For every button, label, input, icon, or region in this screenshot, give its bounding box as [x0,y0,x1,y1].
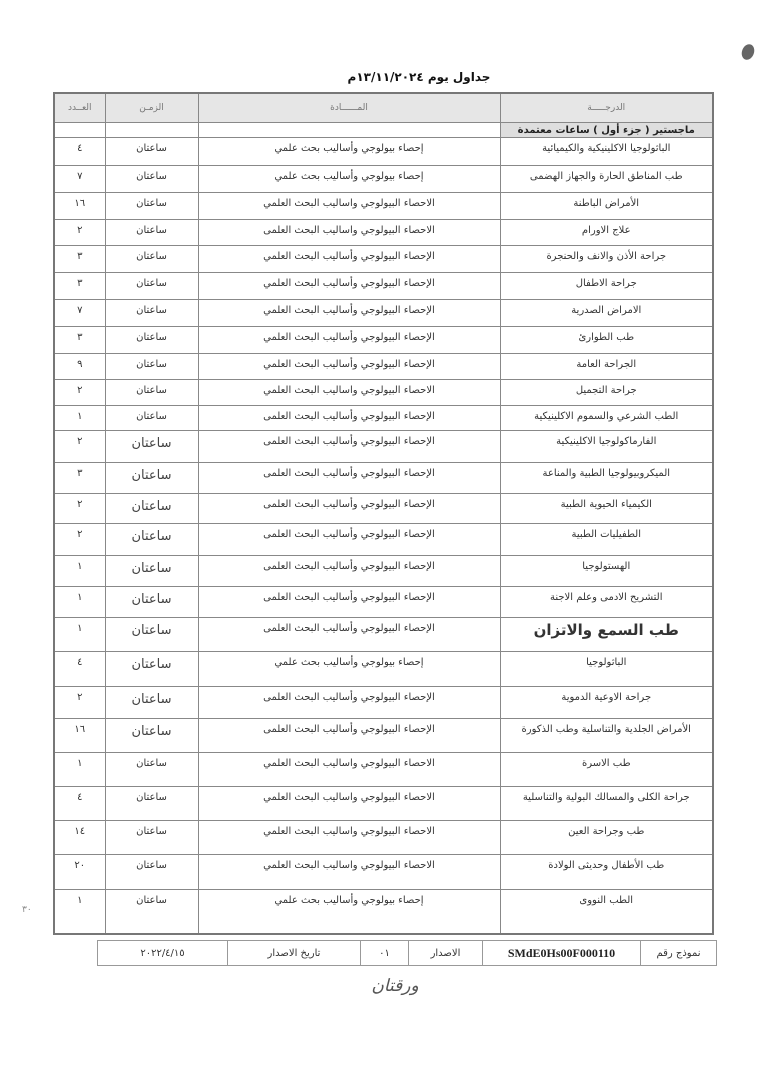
handwritten-note: ورقتان [371,976,419,996]
section-label: ماجستير ( جزء أول ) ساعات معتمدة [500,123,713,138]
count-cell: ١ [54,587,105,618]
degree-cell: جراحة الاوعية الدموية [500,687,713,719]
degree-cell: طب الاسرة [500,753,713,787]
degree-cell: طب السمع والاتزان [500,618,713,652]
degree-cell: جراحة الأذن والانف والحنجرة [500,246,713,273]
time-cell: ساعتان [105,494,198,524]
issue-date-label: تاريخ الاصدار [228,941,361,966]
form-number-value: SMdE0Hs00F000110 [483,941,641,966]
time-cell: ساعتان [105,354,198,380]
count-cell: ٢ [54,687,105,719]
count-cell: ٣ [54,246,105,273]
degree-cell: الباثولوجيا [500,652,713,687]
degree-cell: الميكروبيولوجيا الطبية والمناعة [500,463,713,494]
margin-handwritten-number: ٣٠ [22,905,32,915]
time-cell: ساعتان [105,273,198,300]
table-row [54,618,713,652]
count-cell: ١ [54,556,105,587]
count-cell: ٤ [54,787,105,821]
header-subject: المــــــادة [198,93,500,123]
degree-cell: طب الطوارئ [500,327,713,354]
subject-cell: الاحصاء البيولوجي واساليب البحث العلمي [198,193,500,220]
subject-cell: الإحصاء البيولوجي وأساليب البحث العلمي [198,300,500,327]
degree-cell: الأمراض الجلدية والتناسلية وطب الذكورة [500,719,713,753]
subject-cell: الإحصاء البيولوجي وأساليب البحث العلمي [198,354,500,380]
subject-cell: الاحصاء البيولوجي واساليب البحث العلمي [198,821,500,855]
degree-cell: الطب النووى [500,890,713,934]
time-cell: ساعتان [105,652,198,687]
table-row [54,354,713,380]
subject-cell: الإحصاء البيولوجي وأساليب البحث العلمى [198,431,500,463]
time-cell: ساعتان [105,380,198,406]
time-cell: ساعتان [105,719,198,753]
count-cell: ٩ [54,354,105,380]
form-info-table [97,940,717,966]
degree-cell: الأمراض الباطنة [500,193,713,220]
count-cell: ٢ [54,431,105,463]
empty-cell [198,123,500,138]
degree-cell: الامراض الصدرية [500,300,713,327]
time-cell: ساعتان [105,687,198,719]
time-cell: ساعتان [105,327,198,354]
subject-cell: إحصاء بيولوجي وأساليب بحث علمي [198,166,500,193]
time-cell: ساعتان [105,246,198,273]
count-cell: ١ [54,890,105,934]
header-count: العــدد [54,93,105,123]
time-cell: ساعتان [105,618,198,652]
table-row [54,855,713,890]
form-number-label: نموذج رقم [641,941,717,966]
degree-cell: الطفيليات الطبية [500,524,713,556]
subject-cell: الإحصاء البيولوجي وأساليب البحث العلمى [198,524,500,556]
table-row [54,431,713,463]
degree-cell: الكيمياء الحيوية الطبية [500,494,713,524]
count-cell: ١ [54,753,105,787]
degree-cell: الطب الشرعي والسموم الاكلينيكية [500,406,713,431]
count-cell: ٣ [54,273,105,300]
subject-cell: الإحصاء البيولوجي وأساليب البحث العلمي [198,246,500,273]
count-cell: ٢ [54,524,105,556]
count-cell: ١ [54,406,105,431]
ink-blot-mark [740,42,757,61]
degree-cell: الفارماكولوجيا الاكلينيكية [500,431,713,463]
subject-cell: الإحصاء البيولوجي وأساليب البحث العلمى [198,687,500,719]
degree-cell: طب الأطفال وحديثى الولادة [500,855,713,890]
time-cell: ساعتان [105,193,198,220]
subject-cell: الإحصاء البيولوجي وأساليب البحث العلمى [198,556,500,587]
table-row [54,380,713,406]
degree-cell: جراحة الكلى والمسالك البولية والتناسلية [500,787,713,821]
schedule-table [53,92,714,935]
table-row [54,193,713,220]
header-degree: الدرجـــــة [500,93,713,123]
table-row [54,273,713,300]
subject-cell: الإحصاء البيولوجي وأساليب البحث العلمي [198,327,500,354]
subject-cell: الاحصاء البيولوجي واساليب البحث العلمي [198,855,500,890]
time-cell: ساعتان [105,166,198,193]
subject-cell: الإحصاء البيولوجي وأساليب البحث العلمى [198,494,500,524]
table-row [54,463,713,494]
count-cell: ١٦ [54,193,105,220]
time-cell: ساعتان [105,300,198,327]
time-cell: ساعتان [105,220,198,246]
table-row [54,821,713,855]
time-cell: ساعتان [105,406,198,431]
header-row [54,93,713,123]
count-cell: ٣ [54,327,105,354]
issue-label: الاصدار [409,941,483,966]
degree-cell: الجراحة العامة [500,354,713,380]
empty-cell [105,123,198,138]
time-cell: ساعتان [105,821,198,855]
degree-cell: الهستولوجيا [500,556,713,587]
time-cell: ساعتان [105,587,198,618]
subject-cell: الاحصاء البيولوجي واساليب البحث العلمي [198,380,500,406]
count-cell: ٤ [54,652,105,687]
subject-cell: الإحصاء البيولوجي وأساليب البحث العلمى [198,587,500,618]
count-cell: ٧ [54,166,105,193]
time-cell: ساعتان [105,890,198,934]
table-row [54,300,713,327]
time-cell: ساعتان [105,138,198,166]
header-time: الزمـن [105,93,198,123]
subject-cell: الإحصاء البيولوجي وأساليب البحث العلمي [198,273,500,300]
table-row [54,166,713,193]
table-row [54,753,713,787]
table-row [54,406,713,431]
count-cell: ١ [54,618,105,652]
subject-cell: إحصاء بيولوجي وأساليب بحث علمي [198,890,500,934]
count-cell: ٢ [54,380,105,406]
subject-cell: الاحصاء البيولوجي واساليب البحث العلمي [198,787,500,821]
table-row [54,587,713,618]
table-row [54,246,713,273]
degree-cell: التشريح الادمى وعلم الاجنة [500,587,713,618]
table-row [54,890,713,934]
count-cell: ٣ [54,463,105,494]
degree-cell: علاج الاورام [500,220,713,246]
section-row [54,123,713,138]
title-text: جداول يوم ١٣/١١/٢٠٢٤م [347,70,491,84]
time-cell: ساعتان [105,753,198,787]
time-cell: ساعتان [105,787,198,821]
count-cell: ٢ [54,220,105,246]
time-cell: ساعتان [105,556,198,587]
degree-cell: طب وجراحة العين [500,821,713,855]
count-cell: ١٤ [54,821,105,855]
table-row [54,787,713,821]
subject-cell: الإحصاء البيولوجي وأساليب البحث العلمى [198,406,500,431]
time-cell: ساعتان [105,463,198,494]
issue-value: ٠١ [361,941,409,966]
count-cell: ٧ [54,300,105,327]
table-row [54,524,713,556]
count-cell: ٢ [54,494,105,524]
time-cell: ساعتان [105,855,198,890]
table-row [54,494,713,524]
subject-cell: الاحصاء البيولوجي واساليب البحث العلمي [198,753,500,787]
degree-cell: الباثولوجيا الاكلينيكية والكيميائية [500,138,713,166]
table-row [54,138,713,166]
subject-cell: الإحصاء البيولوجي وأساليب البحث العلمى [198,463,500,494]
subject-cell: الإحصاء البيولوجي وأساليب البحث العلمى [198,618,500,652]
time-cell: ساعتان [105,431,198,463]
degree-cell: طب المناطق الحارة والجهاز الهضمى [500,166,713,193]
time-cell: ساعتان [105,524,198,556]
table-row [54,220,713,246]
table-row [54,719,713,753]
table-row [54,687,713,719]
degree-cell: جراحة التجميل [500,380,713,406]
subject-cell: إحصاء بيولوجي وأساليب بحث علمي [198,652,500,687]
page-title [0,70,768,84]
table-row [54,556,713,587]
subject-cell: الإحصاء البيولوجي وأساليب البحث العلمى [198,719,500,753]
table-row [54,652,713,687]
issue-date-value: ٢٠٢٢/٤/١٥ [98,941,228,966]
empty-cell [54,123,105,138]
subject-cell: الاحصاء البيولوجي واساليب البحث العلمى [198,220,500,246]
subject-cell: إحصاء بيولوجي وأساليب بحث علمي [198,138,500,166]
table-row [54,327,713,354]
degree-cell: جراحة الاطفال [500,273,713,300]
count-cell: ٢٠ [54,855,105,890]
count-cell: ١٦ [54,719,105,753]
count-cell: ٤ [54,138,105,166]
